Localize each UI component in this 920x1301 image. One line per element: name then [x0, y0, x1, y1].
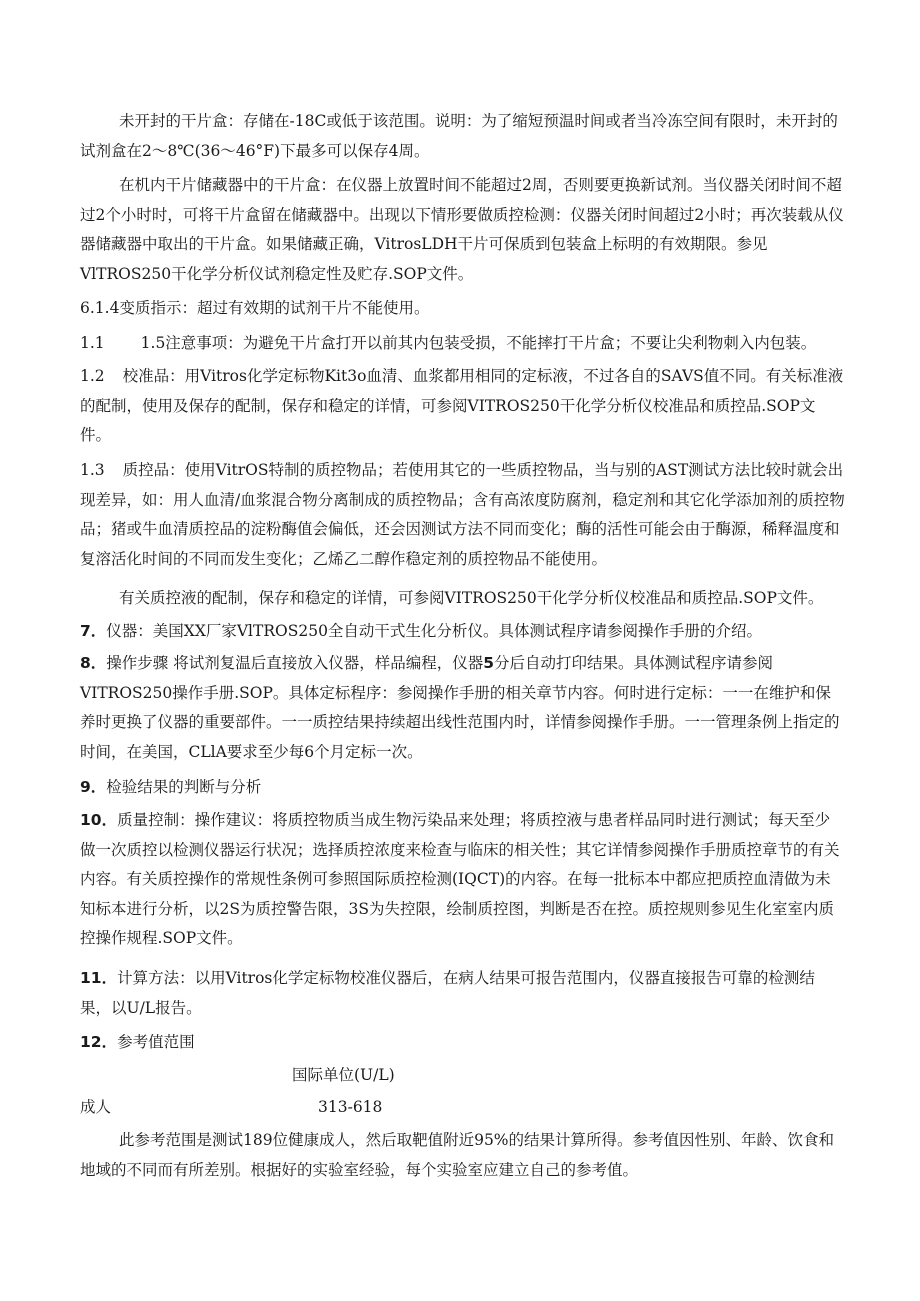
section-number: 8．: [80, 654, 107, 672]
section-text: 质量控制：操作建议：将质控物质当成生物污染品来处理；将质控液与患者样品同时进行测试；每天至少做一次质控以检测仪器运行状况；选择质控浓度来检查与临床的相关性；其它详情参阅操作手册质控章节的有关内容。有关质控操作的常规性条例可参照国际质控检测(IQCT)的内容。在每一批标本中都应把质控血清做为未知标本进行分析，以2S为质控警告限，3S为失控限，绘制质控图，判断是否在控。质控规则参见生化室室内质控操作规程.SOP文件。: [80, 811, 840, 947]
paragraph-unopened-storage: 未开封的干片盒：存储在-18C或低于该范围。说明：为了缩短预温时间或者当冷冻空间有限时，未开封的试剂盒在2～8℃(36～46°F)下最多可以保存4周。: [80, 112, 838, 160]
section-text: 质控品：使用VitrOS特制的质控物品；若使用其它的一些质控物品，当与别的AST测试方法比较时就会出现差异，如：用人血清/血浆混合物分离制成的质控物品；含有高浓度防腐剂，稳定剂和其它化学添加剂的质控物品；猪或牛血清质控品的淀粉酶值会偏低，还会因测试方法不同而变化；酶的活性可能会由于酶源，稀释温度和复溶活化时间的不同而发生变化；乙烯乙二醇作稳定剂的质控物品不能使用。: [80, 461, 845, 568]
reference-table-header: 国际单位(U/L): [292, 1066, 395, 1084]
paragraph-procedure: [80, 649, 845, 767]
section-text: 5: [483, 654, 495, 672]
paragraph-control-prep: 有关质控液的配制，保存和稳定的详情，可参阅VITROS250干化学分析仪校准品和质控品.SOP文件。: [119, 589, 824, 607]
section-number: 12．: [80, 1033, 118, 1051]
section-number: 7．: [80, 622, 107, 640]
section-text: 计算方法：以用Vitros化学定标物校准仪器后，在病人结果可报告范围内，仪器直接报告可靠的检测结果，以U/L报告。: [80, 969, 815, 1017]
paragraph-quality-control: [80, 806, 845, 954]
paragraph-reference-note: 此参考范围是测试189位健康成人，然后取靶值附近95%的结果计算所得。参考值因性别、年龄、饮食和地域的不同而有所差别。根据好的实验室经验，每个实验室应建立自己的参考值。: [80, 1131, 835, 1179]
paragraph-instrument: [80, 617, 845, 647]
section-number: 11．: [80, 969, 118, 987]
section-text: 操作步骤 将试剂复温后直接放入仪器，样品编程，仪器: [106, 654, 484, 672]
paragraph-onboard-storage: 在机内干片储藏器中的干片盒：在仪器上放置时间不能超过2周，否则要更换新试剂。当仪器关闭时间不超过2个小时时，可将干片盒留在储藏器中。出现以下情形要做质控检测：仪器关闭时间超过2小时；再次装载从仪器储藏器中取出的干片盒。如果储藏正确，VitrosLDH干片可保质到包装盒上标明的有效期限。参见VlTROS250干化学分析仪试剂稳定性及贮存.SOP文件。: [80, 176, 844, 283]
section-number: 1.3: [80, 461, 105, 479]
paragraph-reference-range: [80, 1028, 845, 1058]
section-text: 1.5注意事项：为避免干片盒打开以前其内包装受损，不能摔打干片盒；不要让尖利物刺入内包装。: [140, 334, 817, 352]
reference-table-label: 成人: [80, 1098, 112, 1116]
section-text: 校准品：用Vitros化学定标物Kit3o血清、血浆都用相同的定标液，不过各自的SAVS值不同。有关标准液的配制，使用及保存的配制，保存和稳定的详情，可参阅VITROS250干化学分析仪校准品和质控品.SOP文件。: [80, 367, 844, 444]
section-text: 分后自动打印结果。具体测试程序请参阅VITROS250操作手册.SOP。具体定标程序：参阅操作手册的相关章节内容。何时进行定标：一一在维护和保养时更换了仪器的重要部件。一一质控结果持续超出线性范围内时，详情参阅操作手册。一一管理条例上指定的时间，在美国，CLlA要求至少每6个月定标一次。: [80, 654, 840, 761]
section-number: 9．: [80, 778, 107, 796]
paragraph-result-analysis: [80, 773, 845, 803]
paragraph-precautions: [80, 329, 845, 359]
section-number: 10．: [80, 811, 118, 829]
section-number: 1.2: [80, 367, 105, 385]
paragraph-calculation: [80, 964, 845, 1023]
section-text: 仪器：美国XX厂家VlTROS250全自动干式生化分析仪。具体测试程序请参阅操作手册的介绍。: [106, 622, 762, 640]
paragraph-deterioration: 6.1.4变质指示：超过有效期的试剂干片不能使用。: [80, 299, 430, 317]
section-text: 参考值范围: [117, 1033, 195, 1051]
section-text: 检验结果的判断与分析: [106, 778, 262, 796]
paragraph-calibrators: [80, 362, 845, 451]
section-number: 1.1: [80, 334, 105, 352]
paragraph-controls: [80, 456, 845, 574]
reference-table-value: 313-618: [318, 1098, 383, 1116]
